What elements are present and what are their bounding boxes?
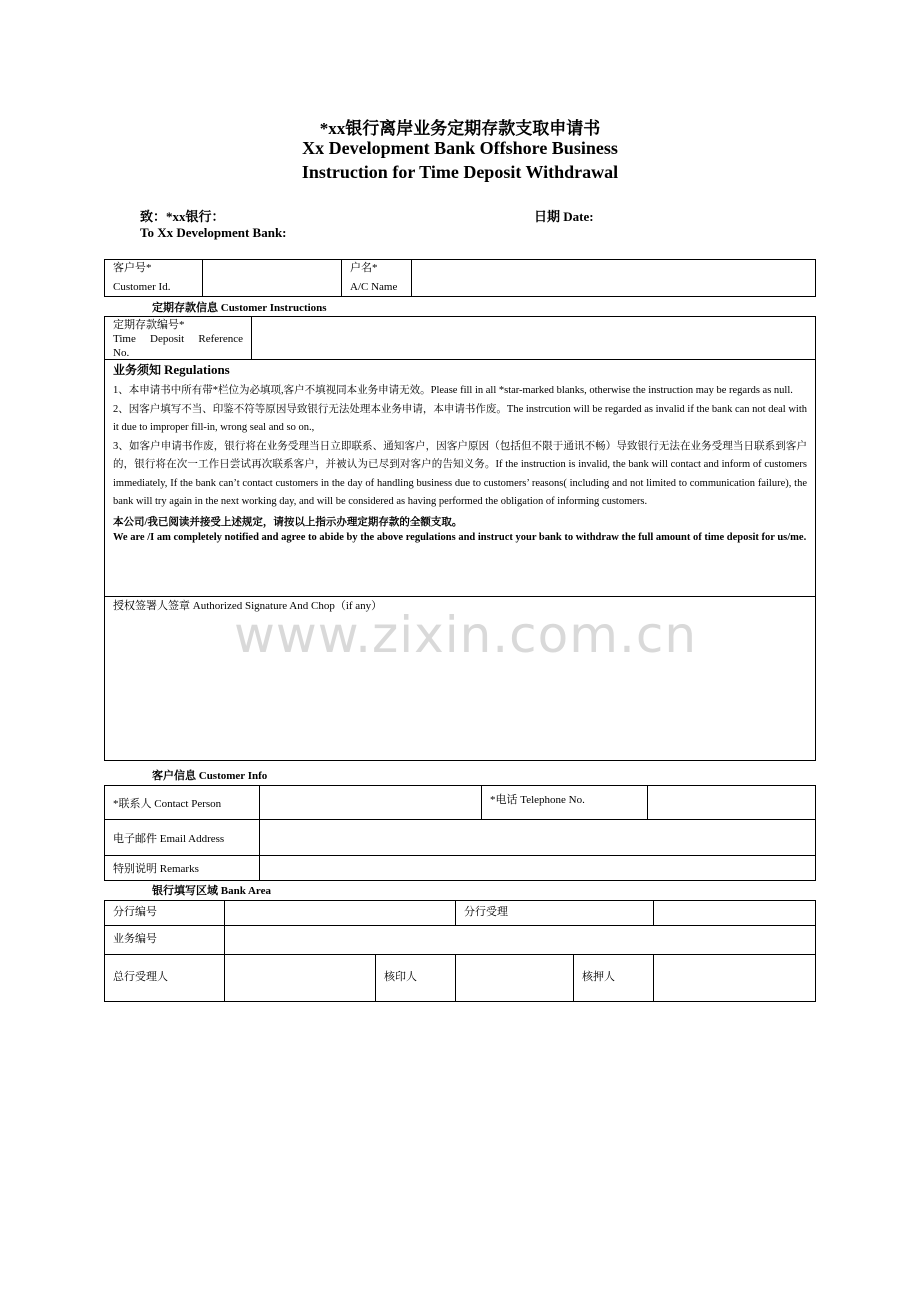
regulations-section	[105, 360, 815, 545]
regulations-heading: 业务须知 Regulations	[113, 362, 230, 377]
remarks-label: 特别说明 Remarks	[113, 863, 199, 875]
branch-accept-label: 分行受理	[464, 906, 508, 918]
telephone-input[interactable]	[648, 786, 815, 819]
email-input[interactable]	[260, 820, 815, 855]
bank-area-heading: 银行填写区域 Bank Area	[152, 885, 271, 897]
customer-id-input[interactable]	[203, 260, 341, 296]
regulation-item-3: 3、如客户申请书作废，银行将在业务受理当日立即联系、通知客户，因客户原因（包括但不限于通讯不畅）导致银行无法在业务受理当日联系到客户的，银行将在次一工作日尝试再次联系客户，并被认为已尽到对客户的告知义务。If the instruction is invalid, the bank will contact and inform of customers immediately, If the bank can’t contact customers in the day of handling business due to customers’ reasons( including and not limited to communication failure), the bank will try again in the next working day, and will be considered as having performed the obligation of informing customers.	[113, 440, 807, 507]
title-en-line2: Instruction for Time Deposit Withdrawal	[301, 162, 619, 182]
customer-info-heading: 客户信息 Customer Info	[152, 770, 268, 782]
agreement-en: We are /I am completely notified and agree to abide by the above regulations and instruct your bank to withdraw the full amount of time deposit for us/me.	[113, 531, 807, 543]
business-number-label: 业务编号	[113, 933, 157, 945]
business-number-input[interactable]	[225, 926, 815, 954]
customer-id-label: 客户号* Customer Id.	[113, 262, 171, 293]
deposit-reference-label: 定期存款编号* Time Deposit Reference No.	[113, 319, 243, 359]
account-name-label: 户名* A/C Name	[350, 262, 398, 293]
seal-checker-label: 核印人	[384, 971, 417, 983]
contact-person-label: *联系人 Contact Person	[113, 798, 222, 810]
remarks-input[interactable]	[260, 856, 815, 880]
to-bank-cn: 致：*xx银行：	[140, 209, 225, 224]
watermark: www.zixin.com.cn	[234, 606, 698, 664]
account-name-input[interactable]	[412, 260, 815, 296]
code-checker-input[interactable]	[654, 955, 815, 1001]
date-label: 日期 Date:	[534, 209, 594, 224]
seal-checker-input[interactable]	[456, 955, 573, 1001]
title-en-line1: Xx Development Bank Offshore Business	[302, 138, 618, 158]
code-checker-label: 核押人	[582, 971, 615, 983]
contact-person-input[interactable]	[260, 786, 481, 819]
customer-instructions-heading: 定期存款信息 Customer Instructions	[152, 302, 327, 314]
hq-acceptor-label: 总行受理人	[113, 971, 168, 983]
agreement-cn: 本公司/我已阅读并接受上述规定，请按以上指示办理定期存款的全额支取。	[113, 516, 463, 528]
to-bank-en: To Xx Development Bank:	[140, 225, 287, 240]
telephone-label: *电话 Telephone No.	[490, 794, 585, 806]
hq-acceptor-input[interactable]	[225, 955, 375, 1001]
branch-number-label: 分行编号	[113, 906, 157, 918]
regulation-item-2: 2、因客户填写不当、印鉴不符等原因导致银行无法处理本业务申请，本申请书作废。The instrcution will be regarded as invalid if the bank can not deal with it due to improper fill-in, wrong seal and so on.,	[113, 403, 807, 433]
signature-label: 授权签署人签章 Authorized Signature And Chop（if any）	[113, 600, 383, 612]
regulation-item-1: 1、本申请书中所有带*栏位为必填项,客户不填视同本业务申请无效。Please fill in all *star-marked blanks, otherwise the instruction may be regards as null.	[113, 385, 793, 396]
email-label: 电子邮件 Email Address	[113, 833, 225, 845]
deposit-reference-input[interactable]	[252, 317, 815, 359]
branch-number-input[interactable]	[225, 901, 455, 925]
title-cn: *xx银行离岸业务定期存款支取申请书	[319, 119, 601, 138]
branch-accept-input[interactable]	[654, 901, 815, 925]
